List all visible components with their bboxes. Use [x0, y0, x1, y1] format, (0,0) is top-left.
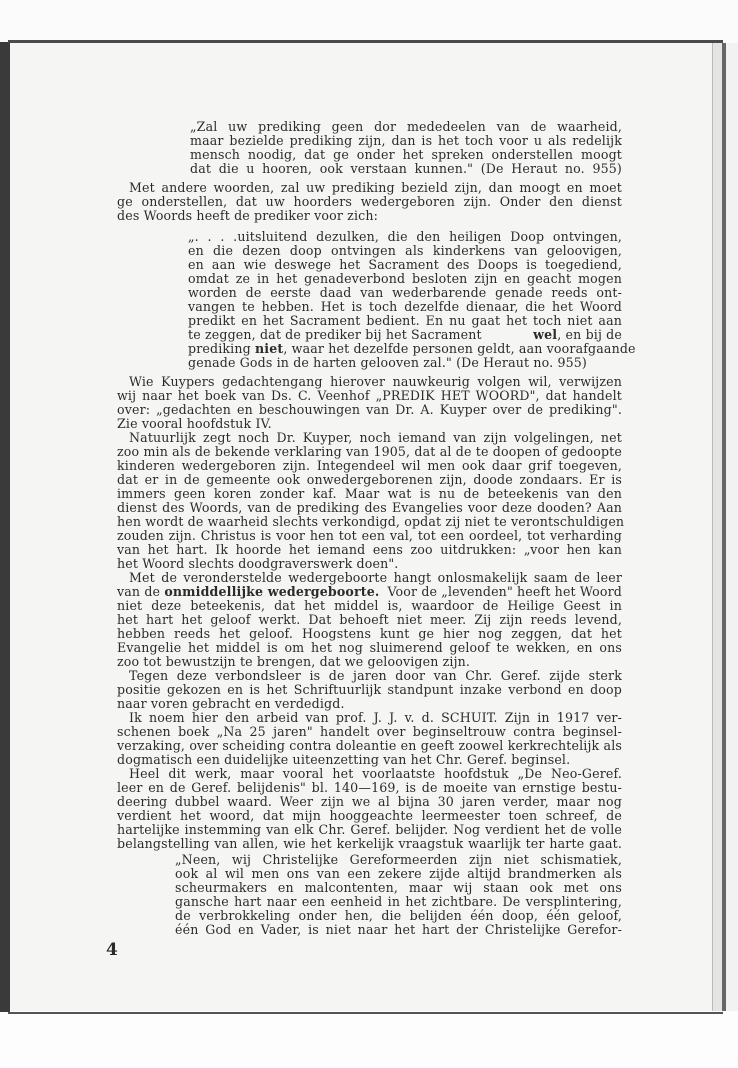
- paragraph-line: het Woord slechts doodgraverswerk doen".: [117, 556, 399, 571]
- paragraph-line: dat er in de gemeente ook onwedergeborenen zijn, doode zondaars. Er is: [117, 472, 622, 487]
- paragraph-line: wij naar het boek van Ds. C. Veenhof „PREDIK HET WOORD", dat handelt: [117, 388, 622, 403]
- quote2-line: „. . . .uitsluitend dezulken, die den heiligen Doop ontvingen,: [188, 229, 622, 244]
- paragraph-line: het hart het geloof werkt. Dat behoeft niet meer. Zij zijn reeds levend,: [117, 612, 622, 627]
- paragraph-text: van de: [117, 584, 161, 599]
- paragraph-line: naar voren gebracht en verdedigd.: [117, 696, 345, 711]
- paragraph-line: hen wordt de waarheid slechts verkondigd, opdat zij niet te verontschuldigen: [117, 514, 625, 529]
- page-top-edge: [8, 40, 723, 43]
- page-number: 4: [106, 940, 118, 960]
- paragraph-line: immers geen koren zonder kaf. Maar wat is nu de beteekenis van den: [117, 486, 622, 501]
- paragraph-line: zouden zijn. Christus is voor hen tot een val, tot een oordeel, tot verharding: [117, 528, 622, 543]
- paragraph-line: ge onderstellen, dat uw hoorders wedergeboren zijn. Onder den dienst: [117, 194, 622, 209]
- paragraph-line: dogmatisch een duidelijke uiteenzetting van het Chr. Geref. beginsel.: [117, 752, 571, 767]
- paragraph-line: Met de veronderstelde wedergeboorte hangt onlosmakelijk saam de leer: [129, 570, 622, 585]
- paragraph-line: dienst des Woords, van de prediking des Evangelies voor deze dooden? Aan: [117, 500, 622, 515]
- quote2-line: [188, 328, 622, 342]
- quote2-line: vangen te hebben. Het is toch dezelfde dienaar, die het Woord: [188, 299, 622, 314]
- paragraph-line: Heel dit werk, maar vooral het voorlaatste hoofdstuk „De Neo-Geref.: [129, 766, 622, 781]
- quote1-line: mensch noodig, dat ge onder het spreken onderstellen moogt: [190, 147, 622, 162]
- quote2-line: genade Gods in de harten gelooven zal." (De Heraut no. 955): [188, 355, 587, 370]
- quote1-line: dat die u hooren, ook verstaan kunnen." (De Heraut no. 955): [190, 161, 622, 176]
- quote2-line: predikt en het Sacrament bedient. En nu gaat het toch niet aan: [188, 313, 622, 328]
- quote3-line: één God en Vader, is niet naar het hart der Christelijke Gerefor-: [175, 922, 622, 937]
- quote2-line: [188, 341, 636, 356]
- quote3-line: „Neen, wij Christelijke Gereformeerden zijn niet schismatiek,: [175, 852, 622, 867]
- paragraph-text: Voor de „levenden" heeft het Woord: [387, 584, 622, 599]
- quote1-line: maar bezielde prediking zijn, dan is het toch voor u als redelijk: [190, 133, 622, 148]
- paragraph-line: Wie Kuypers gedachtengang hierover nauwkeurig volgen wil, verwijzen: [129, 374, 622, 389]
- paragraph-line: niet deze beteekenis, dat het middel is, waardoor de Heilige Geest in: [117, 598, 622, 613]
- paragraph-line: leer en de Geref. belijdenis" bl. 140—169, is de moeite van ernstige bestu-: [117, 780, 622, 795]
- quote2-line: worden de eerste daad van wederbarende genade reeds ont-: [188, 285, 622, 300]
- paragraph-line: hebben reeds het geloof. Hoogstens kunt ge hier nog zeggen, dat het: [117, 626, 622, 641]
- paragraph-line: des Woords heeft de prediker voor zich:: [117, 208, 378, 223]
- paragraph-line: Ik noem hier den arbeid van prof. J. J. v. d. SCHUIT. Zijn in 1917 ver-: [129, 710, 622, 725]
- scan-top-margin: [0, 0, 738, 42]
- paragraph-line: van het hart. Ik hoorde het iemand eens zoo uitdrukken: „voor hen kan: [117, 542, 622, 557]
- paragraph-line: zoo min als de bekende verklaring van 1905, dat al de te doopen of gedoopte: [117, 444, 622, 459]
- paragraph-line: positie gekozen en is het Schriftuurlijk standpunt inzake verbond en doop: [117, 682, 622, 697]
- paragraph-line: over: „gedachten en beschouwingen van Dr. A. Kuyper over de prediking".: [117, 402, 622, 417]
- paragraph-line: [117, 585, 622, 599]
- quote2-line: en die dezen doop ontvingen als kinderkens van geloovigen,: [188, 243, 622, 258]
- paragraph-line: kinderen wedergeboren zijn. Integendeel wil men ook daar grif toegeven,: [117, 458, 622, 473]
- paragraph-line: belangstelling van allen, wie het kerkelijk vraagstuk waarlijk ter harte gaat.: [117, 836, 622, 851]
- quote3-line: ook al wil men ons van een zekere zijde altijd brandmerken als: [175, 866, 622, 881]
- quote3-line: scheurmakers en malcontenten, maar wij staan ook met ons: [175, 880, 622, 895]
- quote2-text: , en bij de: [557, 327, 622, 342]
- quote2-text: te zeggen, dat de prediker bij het Sacrament: [188, 327, 482, 342]
- paragraph-line: deering dubbel waard. Weer zijn we al bijna 30 jaren verder, maar nog: [117, 794, 622, 809]
- emphasis-onmiddellijke: onmiddellijke wedergeboorte.: [164, 584, 380, 599]
- quote3-line: gansche hart naar een eenheid in het zichtbare. De versplintering,: [175, 894, 622, 909]
- emphasis-wel: wel: [533, 327, 558, 342]
- quote2-line: omdat ze in het genadeverbond besloten zijn en geacht mogen: [188, 271, 622, 286]
- paragraph-line: schenen boek „Na 25 jaren" handelt over beginseltrouw contra beginsel-: [117, 724, 622, 739]
- paragraph-line: Tegen deze verbondsleer is de jaren door van Chr. Geref. zijde sterk: [129, 668, 622, 683]
- quote2-line: en aan wie deswege het Sacrament des Doops is toegediend,: [188, 257, 622, 272]
- emphasis-niet: niet: [254, 341, 284, 356]
- quote2-text: , waar het dezelfde personen geldt, aan voorafgaande: [283, 341, 636, 356]
- paragraph-line: Zie vooral hoofdstuk IV.: [117, 416, 272, 431]
- page-left-edge: [0, 42, 10, 1012]
- paragraph-line: verzaking, over scheiding contra doleantie en geeft zoowel kerkrechtelijk als: [117, 738, 622, 753]
- quote2-text: prediking: [188, 341, 251, 356]
- paragraph-line: Evangelie het middel is om het nog sluimerend geloof te wekken, en ons: [117, 640, 622, 655]
- paragraph-line: verdient het woord, dat mijn hooggeachte leermeester toen schreef, de: [117, 808, 622, 823]
- quote1-line: „Zal uw prediking geen dor mededeelen van de waarheid,: [190, 119, 622, 134]
- paragraph-line: Met andere woorden, zal uw prediking bezield zijn, dan moogt en moet: [129, 180, 622, 195]
- paragraph-line: zoo tot bewustzijn te brengen, dat we geloovigen zijn.: [117, 654, 471, 669]
- paragraph-line: hartelijke instemming van elk Chr. Geref. belijder. Nog verdient het de volle: [117, 822, 622, 837]
- page-bottom-edge: [8, 1012, 723, 1014]
- quote3-line: de verbrokkeling onder hen, die belijden één doop, één geloof,: [175, 908, 622, 923]
- scan-right-margin: [726, 43, 738, 1011]
- paragraph-line: Natuurlijk zegt noch Dr. Kuyper, noch iemand van zijn volgelingen, net: [129, 430, 622, 445]
